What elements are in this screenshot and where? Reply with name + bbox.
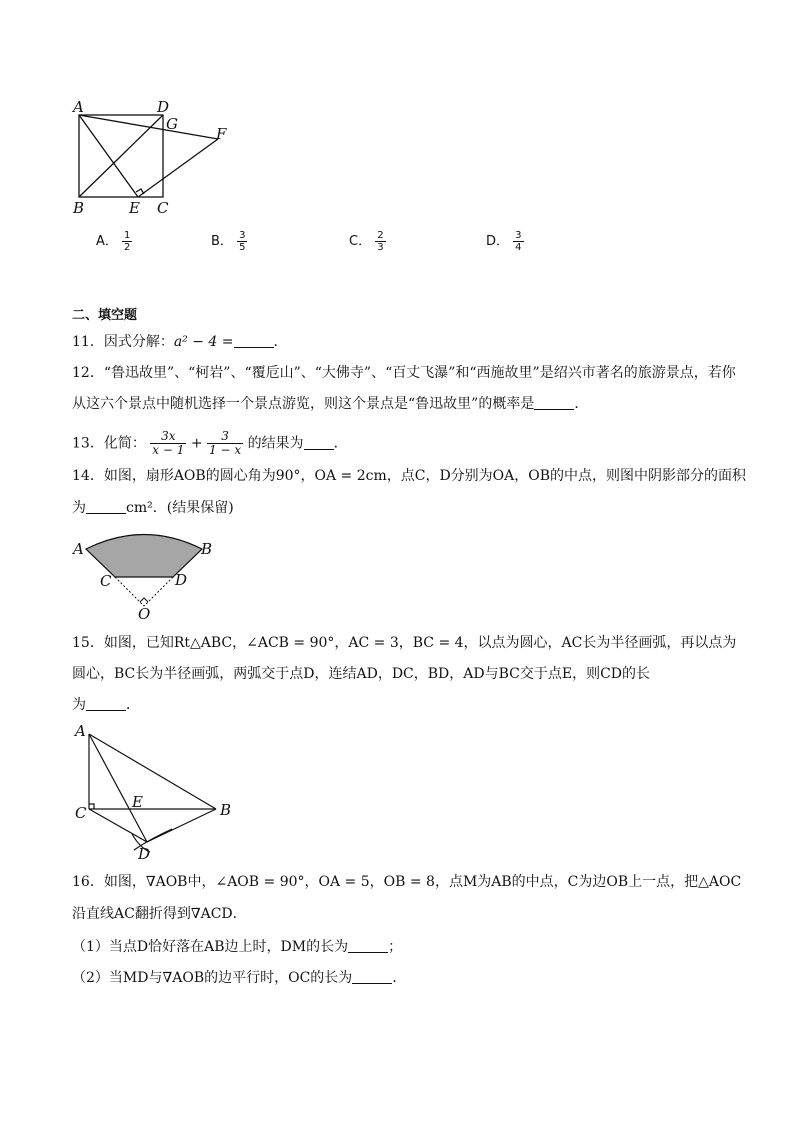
answer-blank[interactable] <box>534 395 574 410</box>
label-e: E <box>129 199 140 217</box>
answer-blank[interactable] <box>352 969 392 984</box>
label-a: A <box>73 98 84 116</box>
answer-blank[interactable] <box>86 696 126 711</box>
question-12-line2: 从这六个景点中随机选择一个景点游览，则这个景点是“鲁迅故里”的概率是 ． <box>72 396 589 412</box>
answer-blank[interactable] <box>348 938 388 953</box>
q15-triangle-figure <box>70 722 245 867</box>
option-d[interactable]: D． $\frac{3}{4}$ <box>486 230 522 253</box>
q10-square-figure <box>70 95 240 220</box>
label-d: D <box>138 845 151 863</box>
label-d: D <box>157 98 170 116</box>
label-g: G <box>166 115 178 133</box>
segment-bd <box>147 809 216 842</box>
label-b: B <box>73 199 85 217</box>
question-14-line2: 为 cm²．(结果保留) <box>72 500 234 516</box>
label-c: C <box>75 804 87 822</box>
label-d: D <box>175 571 188 589</box>
segment-af <box>79 115 218 139</box>
option-c[interactable]: C． $\frac{2}{3}$ <box>349 230 384 253</box>
question-13: 13．化简： $\frac{3x}{x - 1}$ + $\frac{3}{1 - x}$ 的结果为 ． <box>72 429 348 457</box>
question-16-part1: （1）当点D恰好落在AB边上时，DM的长为 ； <box>72 939 403 955</box>
dashed-oc <box>115 577 144 606</box>
label-o: O <box>138 605 151 622</box>
label-b: B <box>201 540 213 558</box>
segment-ef <box>138 139 218 197</box>
label-a: A <box>73 540 84 558</box>
label-c: C <box>100 572 112 590</box>
label-e: E <box>132 793 143 811</box>
option-a[interactable]: A． $\frac{1}{2}$ <box>96 230 131 253</box>
answer-blank[interactable] <box>304 435 334 450</box>
question-15-line2: 圆心，BC长为半径画弧，两弧交于点D，连结AD，DC，BD，AD与BC交于点E，则CD的长 <box>72 666 651 682</box>
section-title: 二、填空题 <box>72 308 138 323</box>
dashed-od <box>144 577 173 606</box>
q14-sector-figure <box>70 522 220 622</box>
option-b[interactable]: B． $\frac{3}{5}$ <box>211 230 246 253</box>
label-a: A <box>75 722 86 740</box>
question-15-line3: 为 ． <box>72 697 140 713</box>
question-11: 11．因式分解：a² − 4 = ． <box>72 334 288 350</box>
answer-blank[interactable] <box>86 499 126 514</box>
side-ab <box>89 734 216 809</box>
right-angle-mark <box>89 804 94 809</box>
question-16-line1: 16．如图，∇AOB中，∠AOB = 90°，OA = 5，OB = 8，点M为AB的中点，C为边OB上一点，把△AOC <box>72 874 742 890</box>
answer-blank[interactable] <box>234 333 274 348</box>
question-14-line1: 14．如图，扇形AOB的圆心角为90°，OA = 2cm，点C，D分别为OA，OB的中点，则图中阴影部分的面积 <box>72 468 747 484</box>
label-b: B <box>220 801 232 819</box>
question-15-line1: 15．如图，已知Rt△ABC，∠ACB = 90°，AC = 3，BC = 4，以点为圆心，AC长为半径画弧，再以点为 <box>72 635 737 651</box>
label-c: C <box>157 199 169 217</box>
question-12-line1: 12．“鲁迅故里”、“柯岩”、“覆卮山”、“大佛寺”、“百丈飞瀑”和“西施故里”是绍兴市著名的旅游景点，若你 <box>72 365 736 381</box>
right-angle-mark <box>136 189 144 194</box>
label-f: F <box>216 125 227 143</box>
question-16-line2: 沿直线AC翻折得到∇ACD． <box>72 906 247 922</box>
segment-ae <box>79 115 138 197</box>
right-angle-mark <box>140 598 148 602</box>
question-16-part2: （2）当MD与∇AOB的边平行时，OC的长为 ． <box>72 970 407 986</box>
